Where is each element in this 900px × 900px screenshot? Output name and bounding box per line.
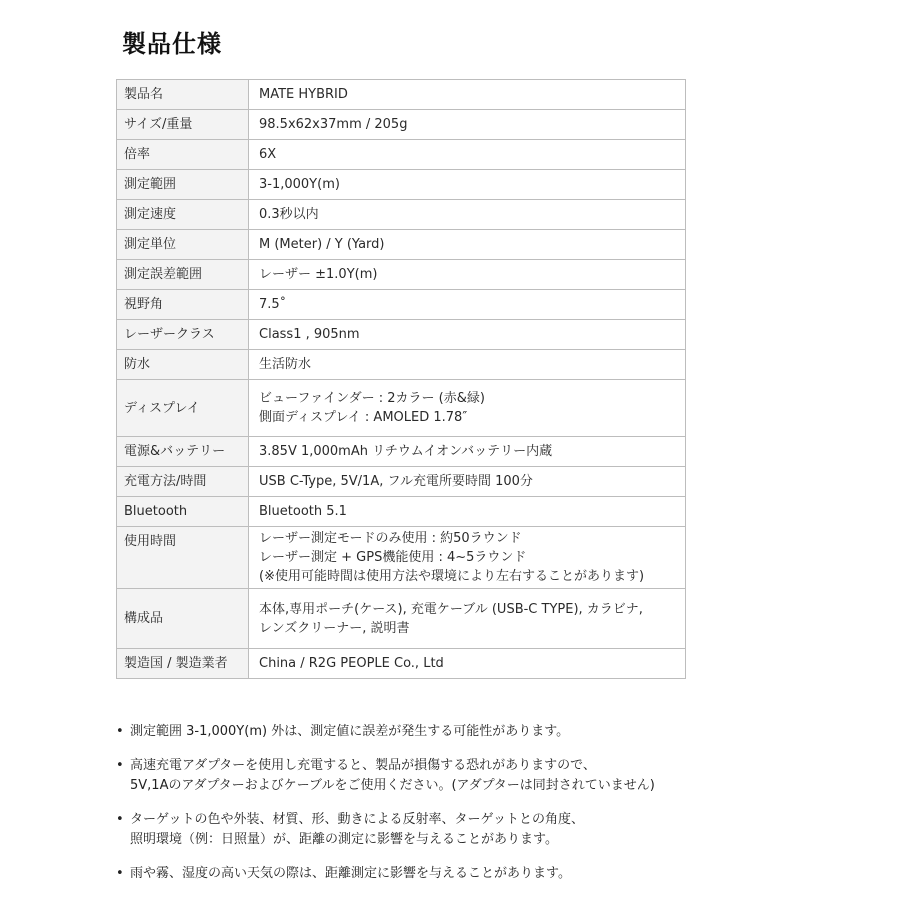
spec-value [249, 350, 686, 380]
spec-row [117, 230, 686, 260]
spec-label: 製品名 [117, 80, 249, 110]
spec-label: 電源&バッテリー [117, 437, 249, 467]
note-item [116, 756, 756, 796]
spec-value-line: ビューファインダー : 2カラー (赤&緑) [259, 391, 485, 406]
bullet-icon: • [116, 866, 124, 881]
bullet-icon: • [116, 812, 124, 827]
spec-label: 測定範囲 [117, 170, 249, 200]
spec-value [249, 467, 686, 497]
spec-value [249, 140, 686, 170]
spec-label: サイズ/重量 [117, 110, 249, 140]
spec-value-line: Class1 , 905nm [259, 327, 360, 342]
notes-list [116, 708, 756, 884]
spec-value [249, 320, 686, 350]
spec-row [117, 380, 686, 437]
spec-value-line: Bluetooth 5.1 [259, 504, 347, 519]
spec-value-line: China / R2G PEOPLE Co., Ltd [259, 656, 444, 671]
spec-value [249, 200, 686, 230]
spec-label: 視野角 [117, 290, 249, 320]
spec-value-line: 98.5x62x37mm / 205g [259, 117, 408, 132]
spec-row [117, 260, 686, 290]
spec-value-line: USB C-Type, 5V/1A, フル充電所要時間 100分 [259, 474, 533, 489]
spec-value [249, 290, 686, 320]
spec-table [116, 79, 686, 679]
spec-label: 充電方法/時間 [117, 467, 249, 497]
spec-label: 防水 [117, 350, 249, 380]
spec-row [117, 290, 686, 320]
spec-row [117, 140, 686, 170]
note-line: 雨や霧、湿度の高い天気の際は、距離測定に影響を与えることがあります。 [130, 866, 571, 881]
note-item [116, 722, 756, 742]
bullet-icon: • [116, 724, 124, 739]
spec-row [117, 170, 686, 200]
spec-value-line: レンズクリーナー, 説明書 [259, 620, 410, 636]
note-item [116, 810, 756, 850]
spec-row [117, 497, 686, 527]
spec-row [117, 437, 686, 467]
spec-value [249, 110, 686, 140]
spec-value-line: 7.5˚ [259, 297, 287, 312]
note-line: 照明環境（例：日照量）が、距離の測定に影響を与えることがあります。 [130, 832, 558, 847]
spec-value [249, 589, 686, 649]
spec-value [249, 649, 686, 679]
spec-row [117, 649, 686, 679]
note-line: 5V,1Aのアダプターおよびケーブルをご使用ください。(アダプターは同封されていません) [130, 778, 655, 793]
bullet-icon: • [116, 758, 124, 773]
spec-value [249, 497, 686, 527]
spec-row [117, 110, 686, 140]
spec-value [249, 230, 686, 260]
spec-value-line: MATE HYBRID [259, 87, 348, 102]
note-item [116, 864, 756, 884]
spec-label: 倍率 [117, 140, 249, 170]
spec-label: 構成品 [117, 589, 249, 649]
spec-label: ディスプレイ [117, 380, 249, 437]
note-line: ターゲットの色や外装、材質、形、動きによる反射率、ターゲットとの角度、 [130, 812, 584, 827]
spec-value-line: レーザー測定モードのみ使用 : 約50ラウンド [259, 531, 522, 546]
spec-row [117, 589, 686, 649]
spec-label: Bluetooth [117, 497, 249, 527]
spec-row [117, 80, 686, 110]
page-title: 製品仕様 [122, 30, 222, 58]
spec-value-line: 側面ディスプレイ : AMOLED 1.78″ [259, 410, 468, 425]
spec-value-line: 6X [259, 147, 277, 162]
spec-row [117, 527, 686, 589]
spec-value [249, 80, 686, 110]
spec-label: 製造国 / 製造業者 [117, 649, 249, 679]
spec-row [117, 200, 686, 230]
spec-row [117, 350, 686, 380]
spec-label: レーザークラス [117, 320, 249, 350]
spec-value [249, 170, 686, 200]
spec-value-line: 0.3秒以内 [259, 207, 319, 222]
spec-value-line: レーザー測定 + GPS機能使用 : 4~5ラウンド [259, 550, 527, 565]
spec-value-line: レーザー ±1.0Y(m) [259, 267, 378, 282]
note-line: 測定範囲 3-1,000Y(m) 外は、測定値に誤差が発生する可能性があります。 [130, 724, 570, 739]
spec-value-line: 3.85V 1,000mAh リチウムイオンバッテリー内蔵 [259, 444, 553, 459]
spec-value [249, 437, 686, 467]
spec-value-line: 本体,専用ポーチ(ケース), 充電ケーブル (USB-C TYPE), カラビナ, [259, 601, 643, 617]
spec-value-line: (※使用可能時間は使用方法や環境により左右することがあります) [259, 569, 645, 584]
spec-value [249, 260, 686, 290]
spec-value [249, 380, 686, 437]
spec-row [117, 320, 686, 350]
spec-row [117, 467, 686, 497]
note-line: 高速充電アダプターを使用し充電すると、製品が損傷する恐れがありますので、 [130, 758, 596, 773]
spec-value-line: 3-1,000Y(m) [259, 177, 340, 192]
spec-label: 使用時間 [117, 527, 249, 589]
spec-label: 測定誤差範囲 [117, 260, 249, 290]
spec-value-line: 生活防水 [259, 357, 312, 372]
spec-value-line: M (Meter) / Y (Yard) [259, 237, 385, 252]
spec-value [249, 527, 686, 589]
spec-label: 測定速度 [117, 200, 249, 230]
spec-label: 測定単位 [117, 230, 249, 260]
